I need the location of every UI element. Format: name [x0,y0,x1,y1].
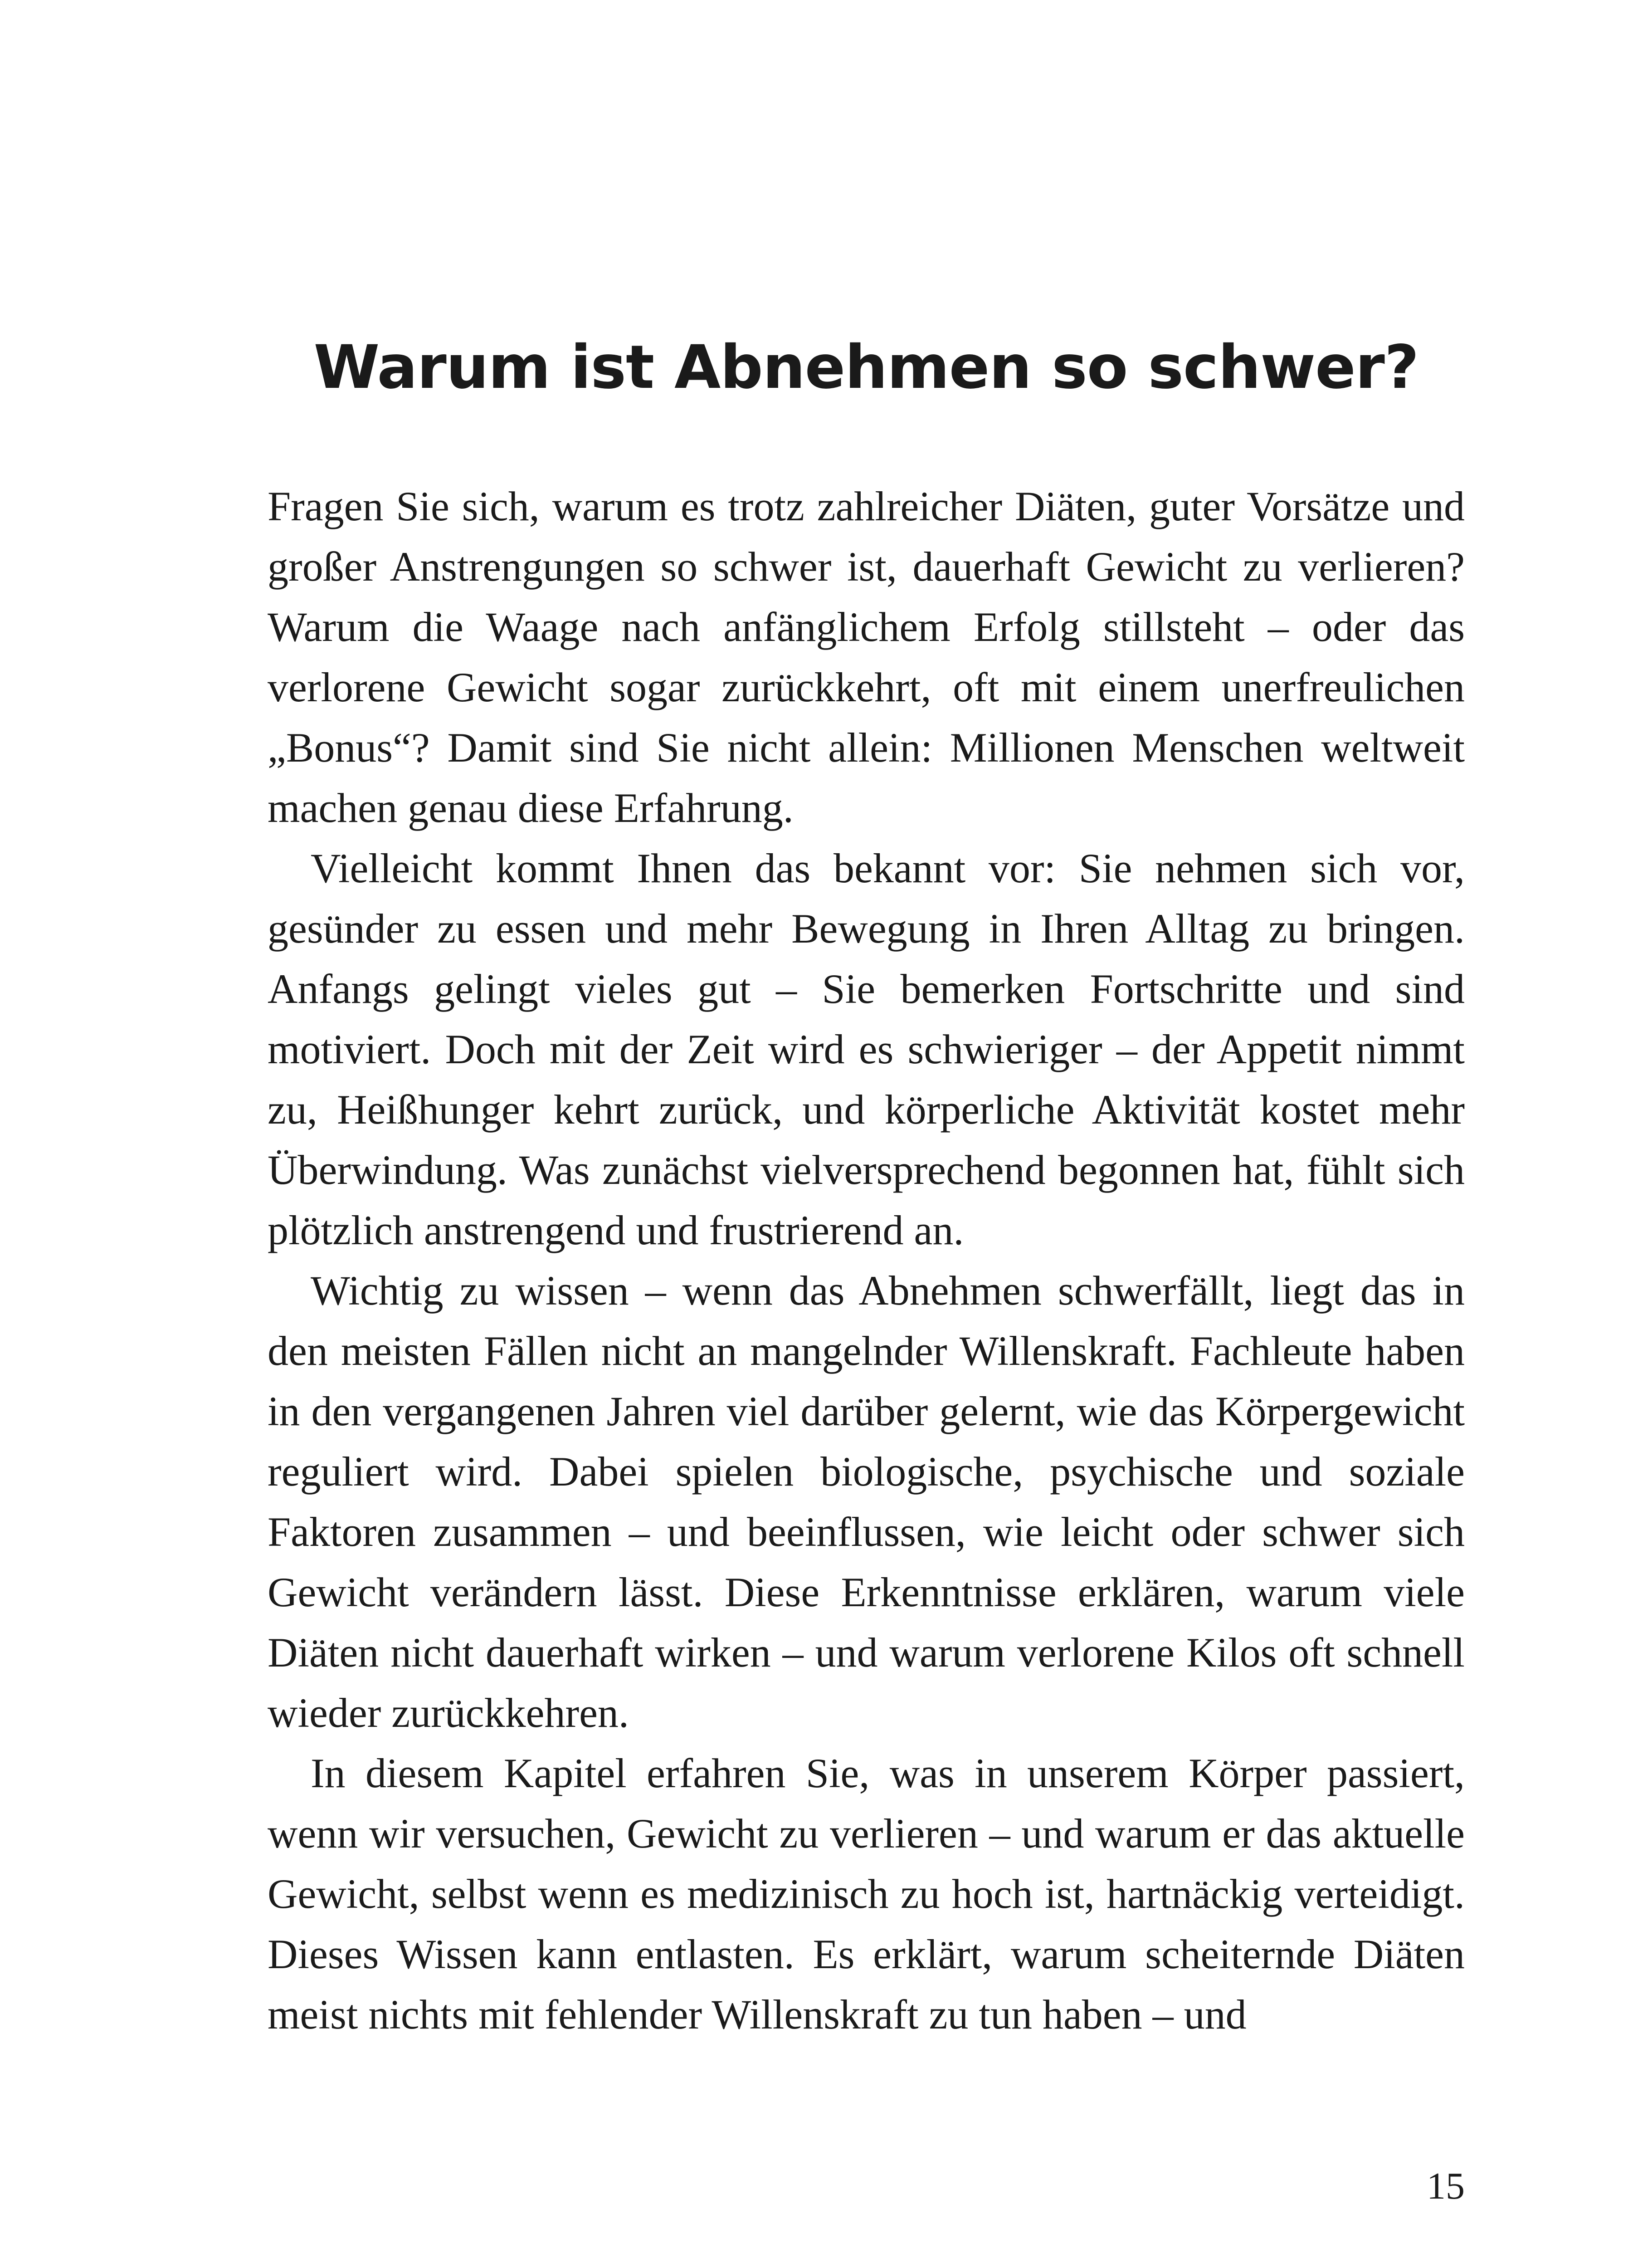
page-number: 15 [1427,2165,1465,2207]
paragraph-2: Vielleicht kommt Ihnen das bekannt vor: Sie nehmen sich vor, gesünder zu essen und mehr Bewegung in Ihren Alltag zu bringen. Anfangs gelingt vieles gut – Sie bemerken Fortschritte und sind motiviert. Doch mit der Zeit wird es schwieriger – der Appetit nimmt zu, Heißhunger kehrt zurück, und körperliche Aktivität kostet mehr Überwindung. Was zunächst vielversprechend begonnen hat, fühlt sich plötzlich anstrengend und frustrierend an. [268,845,1465,1253]
paragraph-4: In diesem Kapitel erfahren Sie, was in unserem Körper passiert, wenn wir versuchen, Gewicht zu verlieren – und warum er das aktuelle Gewicht, selbst wenn es medizinisch zu hoch ist, hartnäckig verteidigt. Dieses Wissen kann entlasten. Es erklärt, warum scheiternde Diäten meist nichts mit fehlender Willenskraft zu tun haben – und [268,1750,1465,2038]
paragraph-1: Fragen Sie sich, warum es trotz zahlreicher Diäten, guter Vorsätze und großer Anstrengungen so schwer ist, dauerhaft Gewicht zu verlieren? Warum die Waage nach anfänglichem Erfolg stillsteht – oder das verlorene Gewicht sogar zurückkehrt, oft mit einem unerfreulichen „Bonus“? Damit sind Sie nicht allein: Millionen Menschen weltweit machen genau diese Erfahrung. [268,483,1465,831]
chapter-title: Warum ist Abnehmen so schwer? [313,332,1419,402]
body-text [268,476,1465,2045]
paragraph-3: Wichtig zu wissen – wenn das Abnehmen schwerfällt, liegt das in den meisten Fällen nicht an mangelnder Willenskraft. Fachleute haben in den vergangenen Jahren viel darüber gelernt, wie das Körpergewicht reguliert wird. Dabei spielen biologische, psychische und soziale Faktoren zusammen – und beeinflussen, wie leicht oder schwer sich Gewicht verändern lässt. Diese Erkenntnisse erklären, warum viele Diäten nicht dauerhaft wirken – und warum verlorene Kilos oft schnell wieder zurückkehren. [268,1267,1465,1736]
